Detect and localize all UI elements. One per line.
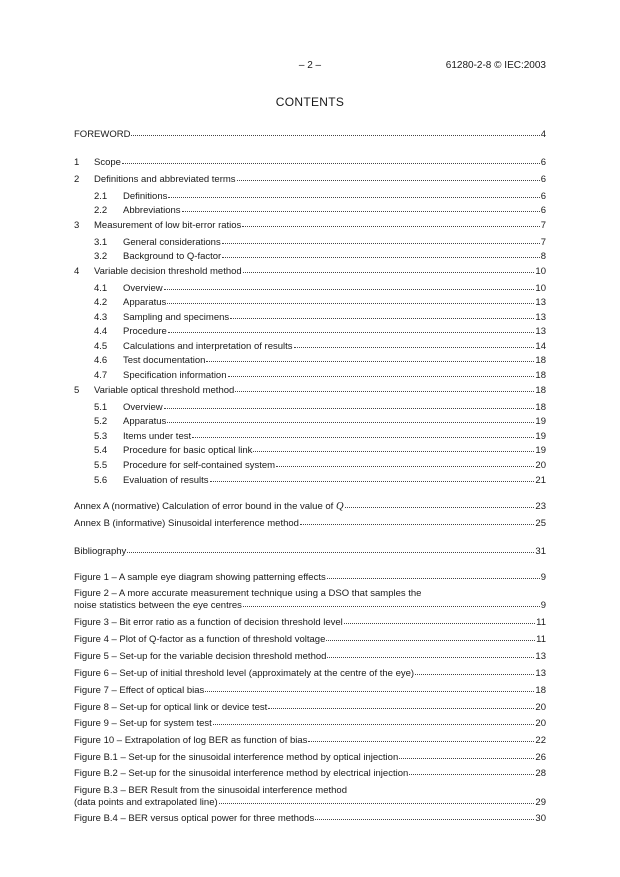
leader-dots bbox=[205, 683, 534, 692]
toc-page: 26 bbox=[535, 752, 546, 763]
toc-page: 11 bbox=[536, 617, 546, 628]
toc-label: Figure 7 – Effect of optical bias bbox=[74, 685, 205, 696]
toc-page: 13 bbox=[535, 312, 546, 323]
toc-label: Apparatus bbox=[123, 416, 167, 427]
section-number: 4 bbox=[74, 266, 80, 277]
toc-entry-section[interactable] bbox=[74, 354, 546, 367]
section-number: 5.3 bbox=[94, 431, 108, 442]
toc-entry-section[interactable] bbox=[74, 282, 546, 295]
leader-dots bbox=[168, 189, 539, 198]
toc-label: Definitions and abbreviated terms bbox=[94, 174, 236, 185]
section-number: 1 bbox=[74, 157, 80, 168]
section-number: 5.2 bbox=[94, 416, 108, 427]
toc-entry-section[interactable] bbox=[74, 204, 546, 217]
leader-dots bbox=[222, 235, 540, 244]
toc-page: 7 bbox=[540, 220, 546, 231]
toc-page: 18 bbox=[535, 685, 546, 696]
toc-page: 6 bbox=[540, 205, 546, 216]
leader-dots bbox=[276, 458, 534, 467]
toc-page: 13 bbox=[535, 651, 546, 662]
toc-label: Overview bbox=[123, 283, 163, 294]
leader-dots bbox=[243, 598, 540, 607]
toc-label: Procedure bbox=[123, 326, 167, 337]
toc-entry-figure[interactable] bbox=[74, 767, 546, 780]
toc-entry-figure[interactable] bbox=[74, 701, 546, 714]
toc-label: Test documentation bbox=[123, 355, 206, 366]
section-number: 2.1 bbox=[94, 191, 108, 202]
leader-dots bbox=[213, 716, 535, 725]
toc-entry-annex-a[interactable] bbox=[74, 500, 546, 513]
toc-page: 19 bbox=[535, 416, 546, 427]
toc-page: 13 bbox=[535, 297, 546, 308]
toc-page: 6 bbox=[540, 157, 546, 168]
toc-entry-annex-b[interactable] bbox=[74, 517, 546, 530]
section-number: 5.1 bbox=[94, 402, 108, 413]
contents-title: CONTENTS bbox=[275, 95, 345, 109]
leader-dots bbox=[192, 429, 534, 438]
leader-dots bbox=[164, 281, 535, 290]
toc-label: Figure 5 – Set-up for the variable decision threshold method bbox=[74, 651, 327, 662]
toc-page: 9 bbox=[540, 572, 546, 583]
toc-page: 18 bbox=[535, 402, 546, 413]
leader-dots bbox=[237, 172, 540, 181]
section-number: 5.5 bbox=[94, 460, 108, 471]
section-number: 2.2 bbox=[94, 205, 108, 216]
toc-label: Figure B.1 – Set-up for the sinusoidal interference method by optical injection bbox=[74, 752, 399, 763]
section-number: 4.6 bbox=[94, 355, 108, 366]
leader-dots bbox=[300, 516, 534, 525]
toc-entry-section[interactable] bbox=[74, 369, 546, 382]
toc-label: Procedure for self-contained system bbox=[123, 460, 276, 471]
leader-dots bbox=[168, 324, 535, 333]
leader-dots bbox=[230, 310, 534, 319]
toc-page: 25 bbox=[535, 518, 546, 529]
toc-entry-foreword[interactable] bbox=[74, 128, 546, 141]
leader-dots bbox=[243, 264, 535, 273]
toc-label: Abbreviations bbox=[123, 205, 181, 216]
toc-page: 19 bbox=[535, 431, 546, 442]
section-number: 4.2 bbox=[94, 297, 108, 308]
leader-dots bbox=[326, 632, 535, 641]
leader-dots bbox=[182, 203, 540, 212]
toc-page: 8 bbox=[540, 251, 546, 262]
toc-label: Bibliography bbox=[74, 546, 127, 557]
page-number: – 2 – bbox=[298, 60, 322, 71]
section-number: 4.1 bbox=[94, 283, 108, 294]
toc-page: 19 bbox=[535, 445, 546, 456]
toc-entry-figure[interactable] bbox=[74, 812, 546, 825]
section-number: 3.1 bbox=[94, 237, 108, 248]
toc-page: 18 bbox=[535, 355, 546, 366]
toc-entry-section[interactable] bbox=[74, 444, 546, 457]
toc-label: Sampling and specimens bbox=[123, 312, 230, 323]
leader-dots bbox=[345, 499, 535, 508]
toc-entry-section[interactable] bbox=[74, 311, 546, 324]
leader-dots bbox=[409, 766, 534, 775]
toc-page: 4 bbox=[540, 129, 546, 140]
toc-label: Figure B.3 – BER Result from the sinusoidal interference method bbox=[74, 785, 347, 796]
toc-entry-figure[interactable] bbox=[74, 684, 546, 697]
toc-entry-bibliography[interactable] bbox=[74, 545, 546, 558]
toc-page: 10 bbox=[535, 266, 546, 277]
toc-entry-figure[interactable] bbox=[74, 587, 546, 611]
toc-label: Calculations and interpretation of results bbox=[123, 341, 293, 352]
leader-dots bbox=[399, 750, 534, 759]
toc-label: Specification information bbox=[123, 370, 227, 381]
section-number: 4.7 bbox=[94, 370, 108, 381]
section-number: 4.4 bbox=[94, 326, 108, 337]
toc-page: 23 bbox=[535, 501, 546, 512]
section-number: 3.2 bbox=[94, 251, 108, 262]
toc-label: Variable decision threshold method bbox=[94, 266, 242, 277]
toc-page: 20 bbox=[535, 460, 546, 471]
toc-page: 10 bbox=[535, 283, 546, 294]
toc-page: 7 bbox=[540, 237, 546, 248]
toc-label: Measurement of low bit-error ratios bbox=[94, 220, 242, 231]
toc-entry-figure[interactable] bbox=[74, 616, 546, 629]
leader-dots bbox=[327, 649, 534, 658]
toc-label: Annex A (normative) Calculation of error bound in the value of Q bbox=[74, 501, 344, 512]
toc-label: Procedure for basic optical link bbox=[123, 445, 253, 456]
toc-entry-section[interactable] bbox=[74, 325, 546, 338]
toc-entry-figure[interactable] bbox=[74, 784, 546, 808]
toc-label: General considerations bbox=[123, 237, 221, 248]
leader-dots bbox=[167, 295, 534, 304]
toc-page: 20 bbox=[535, 718, 546, 729]
leader-dots bbox=[308, 733, 534, 742]
toc-page: 22 bbox=[535, 735, 546, 746]
toc-entry-figure[interactable] bbox=[74, 571, 546, 584]
leader-dots bbox=[210, 473, 535, 482]
leader-dots bbox=[127, 544, 534, 553]
toc-page: 9 bbox=[540, 600, 546, 611]
toc-entry-section[interactable] bbox=[74, 190, 546, 203]
section-number: 5.6 bbox=[94, 475, 108, 486]
toc-label: Items under test bbox=[123, 431, 192, 442]
toc-label: Figure B.2 – Set-up for the sinusoidal interference method by electrical injection bbox=[74, 768, 409, 779]
toc-entry-section[interactable] bbox=[74, 384, 546, 397]
toc-label: Overview bbox=[123, 402, 163, 413]
toc-page: 29 bbox=[535, 797, 546, 808]
toc-entry-section[interactable] bbox=[74, 459, 546, 472]
toc-label: Figure 6 – Set-up of initial threshold level (approximately at the centre of the eye) bbox=[74, 668, 415, 679]
toc-label: Figure 4 – Plot of Q-factor as a function of threshold voltage bbox=[74, 634, 326, 645]
toc-entry-section[interactable] bbox=[74, 430, 546, 443]
toc-entry-figure[interactable] bbox=[74, 650, 546, 663]
toc-entry-section[interactable] bbox=[74, 401, 546, 414]
leader-dots bbox=[294, 339, 535, 348]
toc-label: Figure 1 – A sample eye diagram showing patterning effects bbox=[74, 572, 326, 583]
toc-label: Evaluation of results bbox=[123, 475, 209, 486]
toc-label: Figure 10 – Extrapolation of log BER as function of bias bbox=[74, 735, 308, 746]
toc-entry-figure[interactable] bbox=[74, 667, 546, 680]
toc-label: Figure 2 – A more accurate measurement technique using a DSO that samples the bbox=[74, 588, 422, 599]
toc-page: 11 bbox=[536, 634, 546, 645]
toc-page: 28 bbox=[535, 768, 546, 779]
toc-label: Figure 9 – Set-up for system test bbox=[74, 718, 212, 729]
toc-label: Scope bbox=[94, 157, 121, 168]
toc-page: 30 bbox=[535, 813, 546, 824]
section-number: 5.4 bbox=[94, 445, 108, 456]
leader-dots bbox=[219, 795, 535, 804]
leader-dots bbox=[415, 666, 534, 675]
toc-label: FOREWORD bbox=[74, 129, 131, 140]
toc-page: 18 bbox=[535, 370, 546, 381]
toc-entry-figure[interactable] bbox=[74, 751, 546, 764]
toc-label: Annex B (informative) Sinusoidal interference method bbox=[74, 518, 299, 529]
leader-dots bbox=[327, 570, 540, 579]
document-reference: 61280-2-8 © IEC:2003 bbox=[445, 60, 546, 71]
toc-entry-section[interactable] bbox=[74, 265, 546, 278]
table-of-contents bbox=[74, 0, 546, 877]
section-number: 5 bbox=[74, 385, 80, 396]
leader-dots bbox=[164, 400, 535, 409]
leader-dots bbox=[206, 353, 534, 362]
toc-label: Figure 3 – Bit error ratio as a function of decision threshold level bbox=[74, 617, 343, 628]
toc-entry-figure[interactable] bbox=[74, 717, 546, 730]
toc-entry-section[interactable] bbox=[74, 296, 546, 309]
leader-dots bbox=[122, 155, 540, 164]
leader-dots bbox=[167, 414, 534, 423]
toc-label: Figure 8 – Set-up for optical link or device test bbox=[74, 702, 268, 713]
leader-dots bbox=[268, 700, 534, 709]
leader-dots bbox=[235, 383, 534, 392]
toc-entry-section[interactable] bbox=[74, 415, 546, 428]
toc-label: Variable optical threshold method bbox=[94, 385, 235, 396]
toc-entry-section[interactable] bbox=[74, 340, 546, 353]
toc-page: 6 bbox=[540, 191, 546, 202]
section-number: 4.5 bbox=[94, 341, 108, 352]
toc-label: Figure B.4 – BER versus optical power for three methods bbox=[74, 813, 315, 824]
toc-label: Definitions bbox=[123, 191, 168, 202]
leader-dots bbox=[315, 811, 534, 820]
toc-page: 31 bbox=[535, 546, 546, 557]
toc-page: 13 bbox=[535, 326, 546, 337]
toc-page: 20 bbox=[535, 702, 546, 713]
section-number: 2 bbox=[74, 174, 80, 185]
section-number: 4.3 bbox=[94, 312, 108, 323]
toc-label: Apparatus bbox=[123, 297, 167, 308]
toc-page: 21 bbox=[535, 475, 546, 486]
toc-label-continued: noise statistics between the eye centres bbox=[74, 600, 242, 611]
section-number: 3 bbox=[74, 220, 80, 231]
toc-entry-section[interactable] bbox=[74, 250, 546, 263]
toc-page: 18 bbox=[535, 385, 546, 396]
toc-page: 14 bbox=[535, 341, 546, 352]
toc-entry-figure[interactable] bbox=[74, 633, 546, 646]
leader-dots bbox=[242, 218, 539, 227]
toc-entry-section[interactable] bbox=[74, 236, 546, 249]
toc-label: Background to Q-factor bbox=[123, 251, 222, 262]
leader-dots bbox=[228, 368, 535, 377]
toc-entry-section[interactable] bbox=[74, 156, 546, 169]
leader-dots bbox=[131, 127, 539, 136]
toc-entry-section[interactable] bbox=[74, 219, 546, 232]
toc-entry-section[interactable] bbox=[74, 474, 546, 487]
toc-page: 6 bbox=[540, 174, 546, 185]
toc-page: 13 bbox=[535, 668, 546, 679]
leader-dots bbox=[253, 443, 534, 452]
leader-dots bbox=[344, 615, 535, 624]
toc-entry-figure[interactable] bbox=[74, 734, 546, 747]
toc-entry-section[interactable] bbox=[74, 173, 546, 186]
leader-dots bbox=[222, 249, 539, 258]
toc-label-continued: (data points and extrapolated line) bbox=[74, 797, 218, 808]
